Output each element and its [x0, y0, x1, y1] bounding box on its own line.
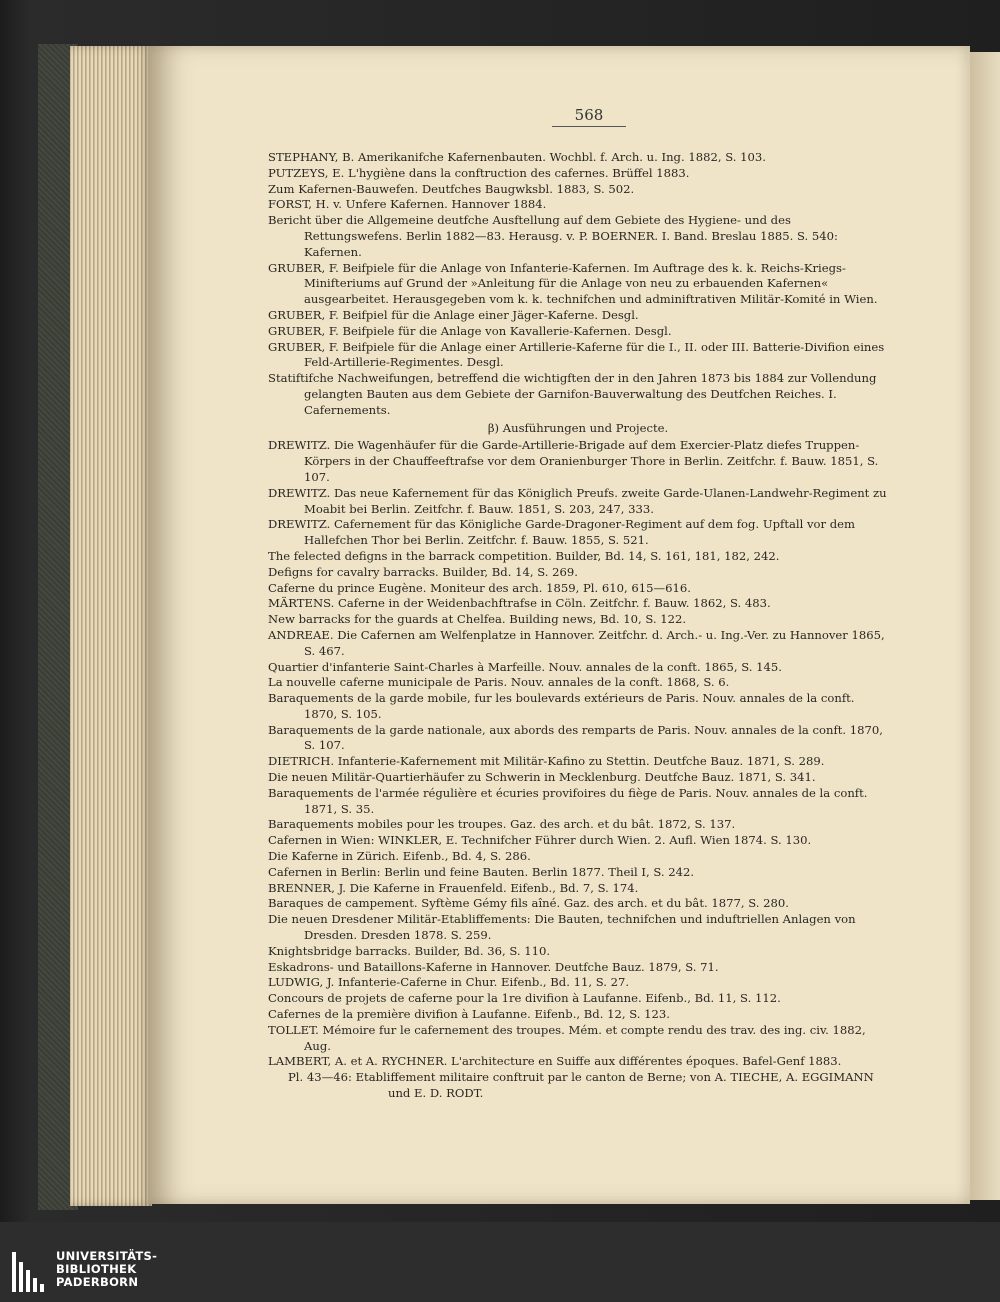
bibliography-entry: MÄRTENS. Caferne in der Weidenbachftrafse in Cöln. Zeitfchr. f. Bauw. 1862, S. 483. [268, 596, 771, 611]
bibliography-entry: Die Kaferne in Zürich. Eifenb., Bd. 4, S. 286. [268, 849, 531, 864]
bibliography-entry: ANDREAE. Die Cafernen am Welfenplatze in Hannover. Zeitfchr. d. Arch.- u. Ing.-Ver. zu Hannover 1865, S. 467. [268, 627, 885, 658]
bibliography-entry: DIETRICH. Infanterie-Kafernement mit Militär-Kafino zu Stettin. Deutfche Bauz. 1871, S. 289. [268, 754, 825, 769]
bibliography-entry: GRUBER, F. Beifpiele für die Anlage einer Artillerie-Kaferne für die I., II. oder III. Batterie-Divifion eines Feld-Artillerie-Regimentes. Desgl. [268, 339, 885, 370]
logo-line: UNIVERSITÄTS- [56, 1249, 158, 1263]
bibliography-entry: GRUBER, F. Beifpiele für die Anlage von Infanterie-Kafernen. Im Auftrage des k. k. Reichs-Kriegs-Minifteriums auf Grund der »Anleitung für die Anlage von neu zu erbauenden Kafernen« ausgearbeitet. Herausgegeben vom k. k. technifchen und adminiftrativen Militär-Komité in Wien. [268, 260, 878, 307]
bibliography-entry: DREWITZ. Cafernement für das Königliche Garde-Dragoner-Regiment auf dem fog. Upftall vor dem Hallefchen Thor bei Berlin. Zeitfchr. f. Bauw. 1855, S. 521. [268, 517, 856, 548]
logo-line: BIBLIOTHEK [56, 1262, 137, 1276]
bibliography-entry: Baraquements mobiles pour les troupes. Gaz. des arch. et du bât. 1872, S. 137. [268, 817, 736, 832]
bibliography-entry: Quartier d'infanterie Saint-Charles à Marfeille. Nouv. annales de la conft. 1865, S. 145. [268, 659, 782, 674]
bibliography-entry: Baraquements de la garde nationale, aux abords des remparts de Paris. Nouv. annales de la conft. 1870, S. 107. [268, 722, 883, 753]
bibliography-entry: STEPHANY, B. Amerikanifche Kafernenbauten. Wochbl. f. Arch. u. Ing. 1882, S. 103. [268, 150, 766, 164]
bibliography-entry: Baraquements de la garde mobile, fur les boulevards extérieurs de Paris. Nouv. annales de la conft. 1870, S. 105. [268, 691, 855, 721]
bibliography-entry: Cafernen in Wien: WINKLER, E. Technifcher Führer durch Wien. 2. Aufl. Wien 1874. S. 130. [268, 833, 812, 848]
bibliography-entry: Defigns for cavalry barracks. Builder, Bd. 14, S. 269. [268, 564, 578, 579]
bibliography-entry: The felected defigns in the barrack competition. Builder, Bd. 14, S. 161, 181, 182, 242. [268, 548, 780, 563]
page-number: 568 [552, 106, 626, 127]
library-logo-icon [12, 1252, 48, 1292]
bibliography-entry-plate: Pl. 43—46: Etabliffement militaire conftruit par le canton de Berne; von A. TIECHE, A. EGGIMANN und E. D. RODT. [288, 1070, 874, 1101]
bibliography-entry: Die neuen Dresdener Militär-Etabliffements: Die Bauten, technifchen und induftriellen Anlagen von Dresden. Dresden 1878. S. 259. [268, 912, 856, 943]
bibliography-entry: Cafernen in Berlin: Berlin und feine Bauten. Berlin 1877. Theil I, S. 242. [268, 864, 695, 879]
bibliography-entry: BRENNER, J. Die Kaferne in Frauenfeld. Eifenb., Bd. 7, S. 174. [268, 880, 639, 895]
bibliography-entry: Statiftifche Nachweifungen, betreffend die wichtigften der in den Jahren 1873 bis 1884 zur Vollendung gelangten Bauten aus dem Gebiete der Garnifon-Bauverwaltung des Deutfchen Reiches. I. Cafernements. [268, 371, 877, 417]
bibliography-entry: DREWITZ. Das neue Kafernement für das Königlich Preufs. zweite Garde-Ulanen-Landwehr-Regiment zu Moabit bei Berlin. Zeitfchr. f. Bauw. 1851, S. 203, 247, 333. [268, 485, 887, 516]
page-edges [70, 46, 152, 1206]
section-heading: β) Ausführungen und Projecte. [487, 420, 669, 435]
library-logo-text [56, 1250, 256, 1289]
bibliography-entry: Zum Kafernen-Bauwefen. Deutfches Baugwksbl. 1883, S. 502. [268, 181, 635, 196]
bibliography-entry: PUTZEYS, E. L'hygiène dans la conftruction des cafernes. Brüffel 1883. [268, 165, 690, 180]
bibliography-entry: GRUBER, F. Beifpiel für die Anlage einer Jäger-Kaferne. Desgl. [268, 307, 639, 322]
logo-line: PADERBORN [56, 1275, 139, 1289]
bibliography-entry: Eskadrons- und Bataillons-Kaferne in Hannover. Deutfche Bauz. 1879, S. 71. [268, 959, 719, 974]
bibliography-entry: TOLLET. Mémoire fur le cafernement des troupes. Mém. et compte rendu des trav. des ing. civ. 1882, Aug. [268, 1022, 866, 1053]
bibliography-list [268, 150, 888, 1102]
bibliography-entry: LAMBERT, A. et A. RYCHNER. L'architecture en Suiffe aux différentes époques. Bafel-Genf 1883. [268, 1054, 842, 1069]
bibliography-entry: Cafernes de la première divifion à Laufanne. Eifenb., Bd. 12, S. 123. [268, 1007, 670, 1022]
bibliography-entry: La nouvelle caferne municipale de Paris. Nouv. annales de la conft. 1868, S. 6. [268, 675, 730, 690]
bibliography-entry: GRUBER, F. Beifpiele für die Anlage von Kavallerie-Kafernen. Desgl. [268, 323, 672, 338]
bibliography-entry: FORST, H. v. Unfere Kafernen. Hannover 1884. [268, 197, 547, 212]
bibliography-entry: LUDWIG, J. Infanterie-Caferne in Chur. Eifenb., Bd. 11, S. 27. [268, 975, 630, 990]
facing-page-edge [970, 52, 1000, 1200]
bibliography-entry: Caferne du prince Eugène. Moniteur des arch. 1859, Pl. 610, 615—616. [268, 580, 691, 595]
bibliography-entry: Baraques de campement. Syftème Gémy fils aîné. Gaz. des arch. et du bât. 1877, S. 280. [268, 896, 789, 911]
bibliography-entry: Baraquements de l'armée régulière et écuries provifoires du fiège de Paris. Nouv. annales de la conft. 1871, S. 35. [268, 785, 868, 816]
bibliography-entry: Knightsbridge barracks. Builder, Bd. 36, S. 110. [268, 943, 551, 958]
bibliography-entry: DREWITZ. Die Wagenhäufer für die Garde-Artillerie-Brigade auf dem Exercier-Platz diefes Truppen-Körpers in der Chauffeeftrafse vor dem Oranienburger Thore in Berlin. Zeitfchr. f. Bauw. 1851, S. 107. [268, 438, 879, 484]
bibliography-entry: Concours de projets de caferne pour la 1re divifion à Laufanne. Eifenb., Bd. 11, S. 112. [268, 991, 781, 1006]
bibliography-entry: New barracks for the guards at Chelfea. Building news, Bd. 10, S. 122. [268, 612, 687, 627]
bibliography-entry: Bericht über die Allgemeine deutfche Ausftellung auf dem Gebiete des Hygiene- und des Rettungswefens. Berlin 1882—83. Herausg. v. P. BOERNER. I. Band. Breslau 1885. S. 540: Kafernen. [268, 213, 838, 259]
bibliography-entry: Die neuen Militär-Quartierhäufer zu Schwerin in Mecklenburg. Deutfche Bauz. 1871, S. 341. [268, 770, 816, 785]
